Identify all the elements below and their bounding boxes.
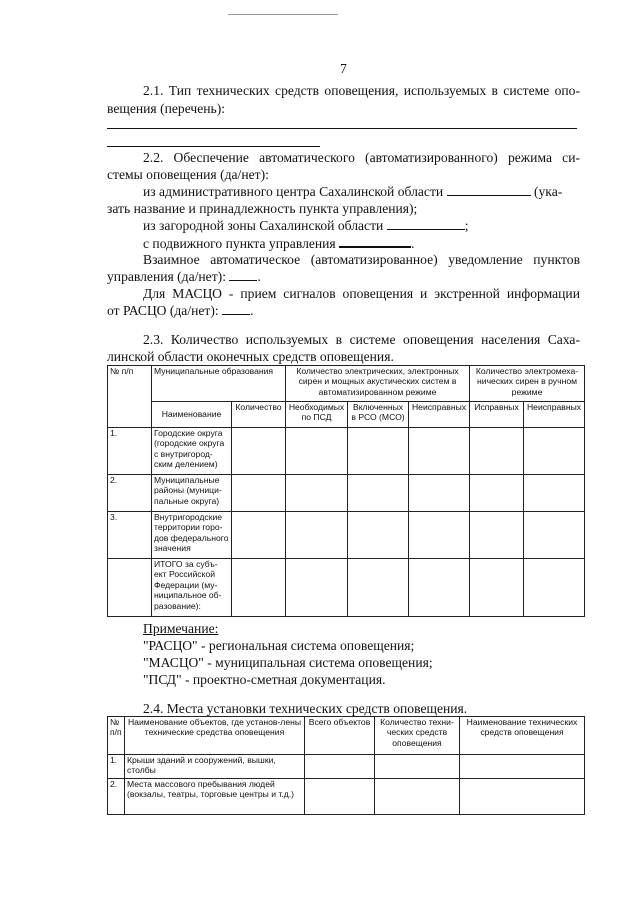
answer-line-1 bbox=[107, 128, 577, 129]
col-header-total-objects: Всего объектов bbox=[305, 717, 375, 755]
row-name: ИТОГО за субъ-ект Российской Федерации (му-ниципальное об-разование): bbox=[152, 559, 232, 617]
section-2-3-line2: линской области оконечных средств оповещения. bbox=[107, 349, 394, 364]
admin-center-text: из административного центра Сахалинской области bbox=[143, 184, 444, 199]
section-2-2-line1: 2.2. Обеспечение автоматического (автоматизированного) режима си- bbox=[143, 150, 580, 165]
section-2-4-title: 2.4. Места установки технических средств оповещения. bbox=[143, 701, 468, 716]
col-header-municipal: Муниципальные образования bbox=[152, 366, 286, 402]
installation-places-table bbox=[107, 716, 585, 815]
col-header-sirens-manual: Количество электромеха-нических сирен в ручном режиме bbox=[470, 366, 585, 402]
mutual-notify-suffix: . bbox=[257, 269, 261, 284]
empty-cell bbox=[348, 428, 409, 475]
row-name: Муниципальные районы (муници-пальные округа) bbox=[152, 475, 232, 512]
empty-cell bbox=[409, 512, 470, 559]
section-2-2-line2: стемы оповещения (да/нет): bbox=[107, 167, 269, 182]
suburban-zone-blank bbox=[387, 217, 465, 230]
empty-cell bbox=[305, 755, 375, 779]
empty-cell bbox=[409, 559, 470, 617]
answer-line-2 bbox=[107, 146, 320, 147]
empty-cell bbox=[305, 779, 375, 815]
mobile-point-line bbox=[143, 234, 415, 252]
empty-cell bbox=[524, 428, 585, 475]
row-number: 2. bbox=[108, 475, 152, 512]
row-name: Городские округа (городские округа с внутригород-ским делением) bbox=[152, 428, 232, 475]
col-header-number: № п/п bbox=[108, 366, 152, 428]
empty-cell bbox=[286, 512, 348, 559]
masco-text: от РАСЦО (да/нет): bbox=[107, 303, 219, 318]
empty-cell bbox=[232, 475, 286, 512]
warning-devices-table bbox=[107, 365, 585, 617]
row-number: 1. bbox=[108, 428, 152, 475]
col-header-object-name: Наименование объектов, где установ-лены технические средства оповещения bbox=[125, 717, 305, 755]
table-row bbox=[108, 779, 585, 815]
row-name: Места массового пребывания людей (вокзалы, театры, торговые центры и т.д.) bbox=[125, 779, 305, 815]
masco-blank bbox=[222, 302, 250, 315]
suburban-zone-line bbox=[143, 217, 469, 234]
table-header-row bbox=[108, 717, 585, 755]
note-masco: "МАСЦО" - муниципальная система оповещения; bbox=[143, 655, 433, 670]
table-row bbox=[108, 428, 585, 475]
top-edge-line bbox=[228, 14, 338, 15]
row-name: Крыши зданий и сооружений, вышки, столбы bbox=[125, 755, 305, 779]
empty-cell bbox=[524, 475, 585, 512]
table-row-total bbox=[108, 559, 585, 617]
col-header-sirens-auto: Количество электрических, электронных сирен и мощных акустических систем в автоматизированном режиме bbox=[286, 366, 470, 402]
empty-cell bbox=[286, 475, 348, 512]
mutual-notify-text: управления (да/нет): bbox=[107, 269, 226, 284]
table-row bbox=[108, 755, 585, 779]
empty-cell bbox=[524, 512, 585, 559]
note-rasco: "РАСЦО" - региональная система оповещения; bbox=[143, 638, 415, 653]
suburban-zone-suffix: ; bbox=[464, 218, 469, 233]
col-header-name: Наименование bbox=[152, 402, 232, 428]
mobile-point-suffix: . bbox=[411, 236, 415, 251]
empty-cell bbox=[232, 559, 286, 617]
empty-cell bbox=[232, 428, 286, 475]
empty-cell bbox=[375, 779, 460, 815]
empty-cell bbox=[409, 475, 470, 512]
masco-line2 bbox=[107, 302, 253, 319]
row-number bbox=[108, 559, 152, 617]
section-2-1-line1: 2.1. Тип технических средств оповещения, используемых в системе опо- bbox=[143, 83, 580, 98]
empty-cell bbox=[348, 512, 409, 559]
admin-center-blank bbox=[447, 183, 531, 196]
masco-line1: Для МАСЦО - прием сигналов оповещения и экстренной информации bbox=[143, 286, 580, 301]
empty-cell bbox=[470, 428, 524, 475]
admin-center-line bbox=[143, 183, 562, 200]
col-header-number: № п/п bbox=[108, 717, 125, 755]
mobile-point-text: с подвижного пункта управления bbox=[143, 236, 336, 251]
col-header-faulty: Неисправных bbox=[409, 402, 470, 428]
table-row bbox=[108, 512, 585, 559]
col-header-count: Количество bbox=[232, 402, 286, 428]
empty-cell bbox=[286, 428, 348, 475]
table-header-row-1 bbox=[108, 366, 585, 402]
empty-cell bbox=[524, 559, 585, 617]
col-header-device-name: Наименование технических средств оповещения bbox=[460, 717, 585, 755]
empty-cell bbox=[232, 512, 286, 559]
mutual-notify-blank bbox=[229, 268, 257, 281]
row-number: 1. bbox=[108, 755, 125, 779]
col-header-included: Включенных в РСО (МСО) bbox=[348, 402, 409, 428]
note-title: Примечание: bbox=[143, 621, 219, 636]
empty-cell bbox=[460, 755, 585, 779]
note-psd: "ПСД" - проектно-сметная документация. bbox=[143, 672, 386, 687]
empty-cell bbox=[460, 779, 585, 815]
row-number: 2. bbox=[108, 779, 125, 815]
row-name: Внутригородские территории горо-дов федерального значения bbox=[152, 512, 232, 559]
admin-center-suffix: (ука- bbox=[533, 184, 563, 199]
mutual-notify-line2 bbox=[107, 268, 261, 285]
col-header-device-count: Количество техни-ческих средств оповещения bbox=[375, 717, 460, 755]
mutual-notify-line1: Взаимное автоматическое (автоматизированное) уведомление пунктов bbox=[143, 252, 580, 267]
col-header-needed: Необходимых по ПСД bbox=[286, 402, 348, 428]
empty-cell bbox=[470, 559, 524, 617]
table-header-row-2 bbox=[108, 402, 585, 428]
table-row bbox=[108, 475, 585, 512]
mobile-point-blank bbox=[339, 234, 411, 248]
empty-cell bbox=[409, 428, 470, 475]
masco-suffix: . bbox=[250, 303, 254, 318]
col-header-working: Исправных bbox=[470, 402, 524, 428]
empty-cell bbox=[375, 755, 460, 779]
row-number: 3. bbox=[108, 512, 152, 559]
page-number: 7 bbox=[340, 61, 347, 76]
empty-cell bbox=[470, 475, 524, 512]
admin-center-note: зать название и принадлежность пункта управления); bbox=[107, 201, 418, 216]
empty-cell bbox=[286, 559, 348, 617]
empty-cell bbox=[348, 475, 409, 512]
col-header-faulty-manual: Неисправных bbox=[524, 402, 585, 428]
section-2-1-line2: вещения (перечень): bbox=[107, 101, 226, 116]
suburban-zone-text: из загородной зоны Сахалинской области bbox=[143, 218, 384, 233]
section-2-3-line1: 2.3. Количество используемых в системе оповещения населения Саха- bbox=[143, 332, 580, 347]
empty-cell bbox=[470, 512, 524, 559]
empty-cell bbox=[348, 559, 409, 617]
